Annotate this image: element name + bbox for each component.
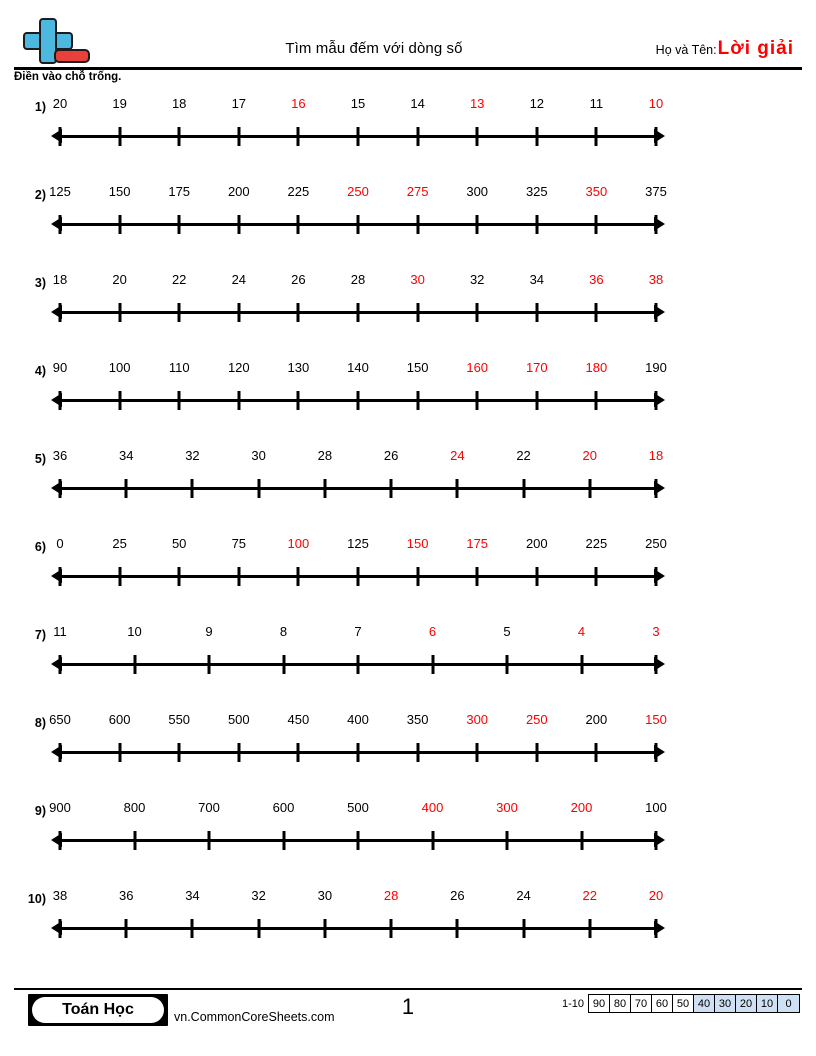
problem-row [0,800,816,888]
number-label-answer: 18 [648,448,664,463]
number-line-labels [49,712,667,736]
number-label-answer: 150 [406,536,429,551]
problem-number: 8) [34,716,46,730]
tick-mark [655,743,658,762]
tick-mark [431,655,434,674]
number-label: 20 [52,96,68,111]
number-label: 14 [410,96,425,111]
number-line [60,476,656,502]
tick-mark [237,743,240,762]
tick-mark [323,919,326,938]
tick-mark [297,303,300,322]
number-label: 450 [287,712,310,727]
tick-mark [655,127,658,146]
name-field-label: Họ và Tên: [655,43,717,57]
site-url: vn.CommonCoreSheets.com [174,1010,335,1024]
number-label: 900 [49,800,71,815]
number-line [60,916,656,942]
number-line [60,740,656,766]
number-label: 22 [516,448,531,463]
number-line-labels [52,360,667,384]
tick-mark [237,127,240,146]
number-label: 300 [466,184,489,199]
number-label-answer: 250 [525,712,548,727]
tick-mark [655,919,658,938]
score-scale-box: 70 [631,995,652,1012]
number-line [60,212,656,238]
tick-mark [595,303,598,322]
tick-mark [178,567,181,586]
number-label: 28 [317,448,333,463]
tick-mark [118,743,121,762]
number-label-answer: 36 [589,272,604,287]
score-scale [562,994,800,1013]
problem-number: 4) [34,364,46,378]
tick-mark [595,743,598,762]
number-line-labels [52,448,664,472]
number-label: 7 [354,624,362,639]
tick-mark [118,391,121,410]
number-label-answer: 350 [585,184,608,199]
tick-mark [535,567,538,586]
number-label: 36 [118,888,134,903]
number-label: 32 [185,448,200,463]
logo-minus-bar [54,49,90,63]
tick-mark [655,479,658,498]
tick-mark [522,479,525,498]
number-label: 600 [272,800,295,815]
tick-mark [59,655,62,674]
tick-mark [297,215,300,234]
tick-mark [506,655,509,674]
number-label-answer: 38 [648,272,664,287]
number-label: 150 [406,360,429,375]
number-line-labels [56,536,667,560]
number-label: 26 [291,272,306,287]
tick-mark [357,303,360,322]
tick-mark [125,919,128,938]
number-label: 400 [347,712,369,727]
tick-mark [580,655,583,674]
number-label-answer: 24 [450,448,465,463]
number-label: 225 [585,536,608,551]
tick-mark [297,567,300,586]
number-label: 30 [317,888,333,903]
number-line [60,300,656,326]
tick-mark [178,391,181,410]
number-label-answer: 16 [291,96,306,111]
number-line [60,388,656,414]
number-label: 18 [52,272,68,287]
number-label: 200 [585,712,608,727]
tick-mark [535,743,538,762]
tick-mark [431,831,434,850]
problem-number: 3) [34,276,46,290]
number-label: 11 [53,624,67,639]
tick-mark [59,303,62,322]
tick-mark [178,743,181,762]
tick-mark [588,919,591,938]
tick-mark [59,743,62,762]
problem-list [0,96,816,976]
tick-mark [118,215,121,234]
number-label-answer: 160 [466,360,489,375]
tick-mark [178,127,181,146]
tick-mark [595,127,598,146]
number-label-answer: 100 [287,536,310,551]
score-scale-box: 30 [715,995,736,1012]
number-label: 125 [347,536,369,551]
number-label: 100 [645,800,667,815]
number-label: 34 [185,888,200,903]
tick-mark [357,127,360,146]
score-scale-box: 20 [736,995,757,1012]
problem-row [0,184,816,272]
problem-number: 6) [34,540,46,554]
number-label: 500 [347,800,369,815]
tick-mark [535,215,538,234]
number-label: 19 [112,96,127,111]
tick-mark [237,391,240,410]
tick-mark [476,391,479,410]
number-label: 8 [279,624,288,639]
tick-mark [59,215,62,234]
problem-number: 5) [34,452,46,466]
tick-mark [357,567,360,586]
tick-mark [580,831,583,850]
number-label: 90 [52,360,68,375]
tick-mark [655,831,658,850]
name-field-block [656,38,794,60]
number-label: 28 [350,272,366,287]
number-line-labels [49,184,667,208]
tick-mark [357,831,360,850]
number-label: 11 [589,96,604,111]
number-label: 150 [108,184,131,199]
tick-mark [118,127,121,146]
number-label: 325 [525,184,548,199]
number-label-answer: 6 [428,624,437,639]
score-scale-box: 50 [673,995,694,1012]
number-label: 600 [108,712,131,727]
tick-mark [133,655,136,674]
tick-mark [655,303,658,322]
tick-mark [357,743,360,762]
tick-mark [297,127,300,146]
number-label: 0 [56,536,64,551]
number-label: 20 [112,272,127,287]
score-scale-label: 1-10 [561,997,584,1010]
tick-mark [416,215,419,234]
score-scale-box: 80 [610,995,631,1012]
number-label: 26 [450,888,465,903]
number-label-answer: 250 [347,184,369,199]
tick-mark [323,479,326,498]
tick-mark [257,919,260,938]
number-label: 225 [287,184,310,199]
number-label: 140 [347,360,369,375]
tick-mark [595,567,598,586]
tick-mark [59,919,62,938]
number-label: 17 [231,96,247,111]
tick-mark [535,303,538,322]
number-label-answer: 10 [648,96,664,111]
number-label: 800 [123,800,146,815]
number-label-answer: 180 [585,360,608,375]
tick-mark [357,655,360,674]
number-label-answer: 4 [577,624,586,639]
score-scale-box: 0 [778,995,799,1012]
tick-mark [476,215,479,234]
problem-number: 10) [27,892,46,906]
number-label-answer: 150 [645,712,667,727]
tick-mark [476,303,479,322]
tick-mark [655,567,658,586]
problem-number: 2) [34,188,46,202]
number-label-answer: 20 [648,888,664,903]
page-footer [14,988,802,1034]
tick-mark [535,391,538,410]
number-label: 75 [231,536,247,551]
number-label-answer: 3 [652,624,660,639]
brand-label: Toán Học [32,997,164,1023]
tick-mark [125,479,128,498]
tick-mark [390,479,393,498]
tick-mark [535,127,538,146]
page-title: Tìm mẫu đếm với dòng số [285,40,463,57]
tick-mark [191,919,194,938]
problem-row [0,888,816,976]
problem-number: 7) [34,628,46,642]
number-label: 550 [168,712,191,727]
instructions-text: Điền vào chỗ trống. [14,71,122,83]
score-scale-box: 60 [652,995,673,1012]
number-line-labels [49,800,667,824]
tick-mark [456,919,459,938]
tick-mark [178,303,181,322]
number-label-answer: 200 [570,800,593,815]
problem-row [0,448,816,536]
number-label: 32 [469,272,485,287]
number-label: 25 [112,536,127,551]
problem-row [0,272,816,360]
number-label: 36 [52,448,68,463]
number-label-answer: 400 [421,800,444,815]
page-number: 1 [401,994,415,1019]
number-line-labels [53,624,660,648]
number-label-answer: 175 [466,536,489,551]
number-label-answer: 22 [582,888,597,903]
tick-mark [118,303,121,322]
tick-mark [59,127,62,146]
number-line-labels [52,888,664,912]
problem-row [0,96,816,184]
problem-row [0,712,816,800]
tick-mark [595,215,598,234]
tick-mark [595,391,598,410]
number-label: 34 [118,448,134,463]
tick-mark [390,919,393,938]
number-label: 24 [516,888,531,903]
tick-mark [257,479,260,498]
number-label: 50 [171,536,187,551]
tick-mark [237,303,240,322]
tick-mark [522,919,525,938]
name-field-value: Lời giải [717,38,794,59]
tick-mark [59,567,62,586]
number-label: 175 [168,184,191,199]
tick-mark [208,831,211,850]
footer-divider [14,988,802,990]
tick-mark [237,567,240,586]
tick-mark [476,567,479,586]
score-scale-box: 10 [757,995,778,1012]
tick-mark [59,391,62,410]
header-divider [14,67,802,70]
number-label-answer: 300 [466,712,489,727]
number-label: 26 [383,448,399,463]
number-label: 200 [525,536,548,551]
number-line [60,652,656,678]
tick-mark [282,831,285,850]
score-scale-boxes [588,994,800,1013]
number-label: 15 [350,96,366,111]
tick-mark [506,831,509,850]
tick-mark [357,391,360,410]
number-label: 9 [205,624,213,639]
number-label: 24 [231,272,247,287]
number-line-labels [52,272,664,296]
tick-mark [416,567,419,586]
number-label: 125 [49,184,71,199]
number-line-labels [52,96,664,120]
tick-mark [297,743,300,762]
problem-row [0,536,816,624]
number-line-axis [60,487,656,490]
number-label: 32 [251,888,266,903]
number-label: 130 [287,360,310,375]
number-label: 200 [227,184,250,199]
number-label: 30 [251,448,266,463]
score-scale-box: 90 [589,995,610,1012]
number-label: 100 [108,360,131,375]
tick-mark [237,215,240,234]
number-label-answer: 275 [406,184,429,199]
tick-mark [191,479,194,498]
number-label: 5 [503,624,511,639]
number-label: 350 [406,712,429,727]
score-scale-box: 40 [694,995,715,1012]
number-label-answer: 170 [525,360,548,375]
number-label-answer: 30 [410,272,425,287]
tick-mark [357,215,360,234]
tick-mark [416,391,419,410]
tick-mark [456,479,459,498]
tick-mark [282,655,285,674]
problem-row [0,360,816,448]
tick-mark [118,567,121,586]
tick-mark [59,479,62,498]
tick-mark [416,303,419,322]
number-label-answer: 300 [496,800,518,815]
number-label: 120 [227,360,250,375]
number-label: 250 [645,536,667,551]
page-header [14,14,802,66]
number-label-answer: 28 [383,888,399,903]
plus-minus-logo-icon [18,16,94,66]
problem-number: 9) [34,804,46,818]
number-line [60,564,656,590]
tick-mark [416,127,419,146]
tick-mark [588,479,591,498]
tick-mark [416,743,419,762]
number-label: 38 [52,888,68,903]
tick-mark [133,831,136,850]
number-label-answer: 13 [469,96,485,111]
tick-mark [655,391,658,410]
tick-mark [655,655,658,674]
tick-mark [297,391,300,410]
number-label: 500 [227,712,250,727]
number-label: 110 [168,360,190,375]
number-label-answer: 20 [582,448,597,463]
tick-mark [59,831,62,850]
number-label: 700 [198,800,220,815]
number-line [60,124,656,150]
number-label: 10 [127,624,142,639]
number-label: 650 [49,712,71,727]
number-line [60,828,656,854]
tick-mark [178,215,181,234]
tick-mark [208,655,211,674]
tick-mark [476,127,479,146]
number-line-axis [60,927,656,930]
number-label: 12 [529,96,545,111]
tick-mark [655,215,658,234]
number-label: 18 [171,96,187,111]
number-label: 375 [645,184,667,199]
problem-number: 1) [34,100,46,114]
number-label: 34 [529,272,545,287]
problem-row [0,624,816,712]
number-label: 22 [171,272,187,287]
number-label: 190 [645,360,667,375]
tick-mark [476,743,479,762]
